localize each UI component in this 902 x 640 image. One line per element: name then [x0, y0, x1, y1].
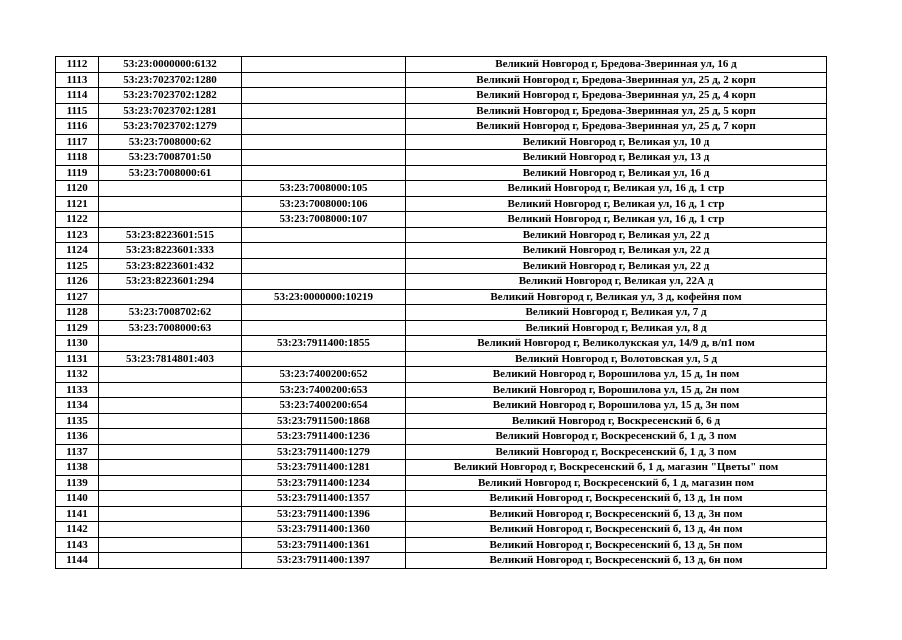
row-number-cell: 1137 — [56, 444, 99, 460]
table-row — [56, 196, 827, 212]
address-cell: Великий Новгород г, Великая ул, 22 д — [406, 227, 827, 243]
row-number-cell: 1123 — [56, 227, 99, 243]
land-cadastral-number-cell — [99, 537, 242, 553]
table-row — [56, 57, 827, 73]
land-cadastral-number-cell — [99, 553, 242, 569]
premises-cadastral-number-cell: 53:23:7008000:107 — [242, 212, 406, 228]
land-cadastral-number-cell — [99, 475, 242, 491]
address-cell: Великий Новгород г, Бредова-Зверинная ул, 25 д, 4 корп — [406, 88, 827, 104]
row-number-cell: 1142 — [56, 522, 99, 538]
land-cadastral-number-cell: 53:23:7008701:50 — [99, 150, 242, 166]
premises-cadastral-number-cell: 53:23:7911400:1234 — [242, 475, 406, 491]
land-cadastral-number-cell: 53:23:7008000:61 — [99, 165, 242, 181]
land-cadastral-number-cell — [99, 429, 242, 445]
land-cadastral-number-cell — [99, 491, 242, 507]
premises-cadastral-number-cell: 53:23:7400200:653 — [242, 382, 406, 398]
table-row — [56, 444, 827, 460]
address-cell: Великий Новгород г, Великая ул, 16 д — [406, 165, 827, 181]
land-cadastral-number-cell — [99, 181, 242, 197]
address-cell: Великий Новгород г, Великая ул, 3 д, кофейня пом — [406, 289, 827, 305]
address-cell: Великий Новгород г, Великая ул, 22 д — [406, 243, 827, 259]
premises-cadastral-number-cell — [242, 274, 406, 290]
address-cell: Великий Новгород г, Воскресенский б, 1 д, 3 пом — [406, 429, 827, 445]
premises-cadastral-number-cell — [242, 305, 406, 321]
table-row — [56, 103, 827, 119]
address-cell: Великий Новгород г, Великолукская ул, 14/9 д, в/п1 пом — [406, 336, 827, 352]
premises-cadastral-number-cell — [242, 150, 406, 166]
land-cadastral-number-cell — [99, 444, 242, 460]
premises-cadastral-number-cell: 53:23:7911400:1396 — [242, 506, 406, 522]
table-row — [56, 351, 827, 367]
land-cadastral-number-cell: 53:23:7814801:403 — [99, 351, 242, 367]
row-number-cell: 1143 — [56, 537, 99, 553]
address-cell: Великий Новгород г, Воскресенский б, 13 д, 6н пом — [406, 553, 827, 569]
premises-cadastral-number-cell: 53:23:7911500:1868 — [242, 413, 406, 429]
row-number-cell: 1131 — [56, 351, 99, 367]
land-cadastral-number-cell: 53:23:8223601:294 — [99, 274, 242, 290]
row-number-cell: 1136 — [56, 429, 99, 445]
table-row — [56, 506, 827, 522]
premises-cadastral-number-cell: 53:23:7008000:106 — [242, 196, 406, 212]
row-number-cell: 1139 — [56, 475, 99, 491]
address-cell: Великий Новгород г, Воскресенский б, 1 д, 3 пом — [406, 444, 827, 460]
table-row — [56, 150, 827, 166]
table-row — [56, 88, 827, 104]
land-cadastral-number-cell — [99, 367, 242, 383]
row-number-cell: 1114 — [56, 88, 99, 104]
premises-cadastral-number-cell — [242, 88, 406, 104]
row-number-cell: 1141 — [56, 506, 99, 522]
land-cadastral-number-cell: 53:23:7023702:1280 — [99, 72, 242, 88]
row-number-cell: 1144 — [56, 553, 99, 569]
land-cadastral-number-cell — [99, 413, 242, 429]
table-row — [56, 165, 827, 181]
row-number-cell: 1126 — [56, 274, 99, 290]
land-cadastral-number-cell: 53:23:7023702:1281 — [99, 103, 242, 119]
premises-cadastral-number-cell — [242, 351, 406, 367]
row-number-cell: 1134 — [56, 398, 99, 414]
land-cadastral-number-cell: 53:23:0000000:6132 — [99, 57, 242, 73]
row-number-cell: 1115 — [56, 103, 99, 119]
address-cell: Великий Новгород г, Воскресенский б, 6 д — [406, 413, 827, 429]
premises-cadastral-number-cell — [242, 134, 406, 150]
land-cadastral-number-cell: 53:23:7008702:62 — [99, 305, 242, 321]
premises-cadastral-number-cell: 53:23:7400200:652 — [242, 367, 406, 383]
table-row — [56, 382, 827, 398]
table-row — [56, 181, 827, 197]
table-row — [56, 227, 827, 243]
row-number-cell: 1120 — [56, 181, 99, 197]
premises-cadastral-number-cell — [242, 243, 406, 259]
land-cadastral-number-cell: 53:23:7023702:1279 — [99, 119, 242, 135]
address-cell: Великий Новгород г, Великая ул, 22А д — [406, 274, 827, 290]
land-cadastral-number-cell — [99, 196, 242, 212]
address-cell: Великий Новгород г, Воскресенский б, 13 д, 1н пом — [406, 491, 827, 507]
premises-cadastral-number-cell: 53:23:7911400:1236 — [242, 429, 406, 445]
address-cell: Великий Новгород г, Великая ул, 22 д — [406, 258, 827, 274]
row-number-cell: 1128 — [56, 305, 99, 321]
address-cell: Великий Новгород г, Бредова-Зверинная ул, 25 д, 7 корп — [406, 119, 827, 135]
property-registry-table — [55, 56, 827, 569]
land-cadastral-number-cell: 53:23:8223601:515 — [99, 227, 242, 243]
row-number-cell: 1140 — [56, 491, 99, 507]
land-cadastral-number-cell — [99, 289, 242, 305]
address-cell: Великий Новгород г, Бредова-Зверинная ул, 25 д, 2 корп — [406, 72, 827, 88]
row-number-cell: 1129 — [56, 320, 99, 336]
table-row — [56, 72, 827, 88]
row-number-cell: 1119 — [56, 165, 99, 181]
table-row — [56, 119, 827, 135]
address-cell: Великий Новгород г, Ворошилова ул, 15 д, 1н пом — [406, 367, 827, 383]
table-row — [56, 289, 827, 305]
table-row — [56, 274, 827, 290]
premises-cadastral-number-cell: 53:23:7911400:1360 — [242, 522, 406, 538]
table-row — [56, 258, 827, 274]
premises-cadastral-number-cell: 53:23:7911400:1357 — [242, 491, 406, 507]
premises-cadastral-number-cell — [242, 57, 406, 73]
land-cadastral-number-cell — [99, 460, 242, 476]
table-row — [56, 212, 827, 228]
table-row — [56, 475, 827, 491]
table-row — [56, 413, 827, 429]
row-number-cell: 1117 — [56, 134, 99, 150]
premises-cadastral-number-cell: 53:23:7911400:1281 — [242, 460, 406, 476]
premises-cadastral-number-cell: 53:23:7911400:1279 — [242, 444, 406, 460]
address-cell: Великий Новгород г, Воскресенский б, 13 д, 5н пом — [406, 537, 827, 553]
table-row — [56, 243, 827, 259]
table-row — [56, 429, 827, 445]
row-number-cell: 1122 — [56, 212, 99, 228]
address-cell: Великий Новгород г, Бредова-Зверинная ул, 25 д, 5 корп — [406, 103, 827, 119]
address-cell: Великий Новгород г, Великая ул, 16 д, 1 стр — [406, 196, 827, 212]
premises-cadastral-number-cell: 53:23:7008000:105 — [242, 181, 406, 197]
premises-cadastral-number-cell: 53:23:7911400:1361 — [242, 537, 406, 553]
premises-cadastral-number-cell: 53:23:7911400:1397 — [242, 553, 406, 569]
land-cadastral-number-cell: 53:23:8223601:432 — [99, 258, 242, 274]
premises-cadastral-number-cell — [242, 165, 406, 181]
row-number-cell: 1130 — [56, 336, 99, 352]
table-row — [56, 537, 827, 553]
table-row — [56, 460, 827, 476]
premises-cadastral-number-cell — [242, 258, 406, 274]
table-row — [56, 398, 827, 414]
premises-cadastral-number-cell — [242, 103, 406, 119]
address-cell: Великий Новгород г, Ворошилова ул, 15 д, 3н пом — [406, 398, 827, 414]
table-row — [56, 367, 827, 383]
table-row — [56, 553, 827, 569]
premises-cadastral-number-cell — [242, 320, 406, 336]
address-cell: Великий Новгород г, Воскресенский б, 1 д, магазин пом — [406, 475, 827, 491]
address-cell: Великий Новгород г, Великая ул, 7 д — [406, 305, 827, 321]
row-number-cell: 1133 — [56, 382, 99, 398]
row-number-cell: 1138 — [56, 460, 99, 476]
row-number-cell: 1116 — [56, 119, 99, 135]
land-cadastral-number-cell — [99, 212, 242, 228]
address-cell: Великий Новгород г, Воскресенский б, 1 д, магазин "Цветы" пом — [406, 460, 827, 476]
row-number-cell: 1113 — [56, 72, 99, 88]
premises-cadastral-number-cell: 53:23:7911400:1855 — [242, 336, 406, 352]
row-number-cell: 1118 — [56, 150, 99, 166]
address-cell: Великий Новгород г, Воскресенский б, 13 д, 3н пом — [406, 506, 827, 522]
land-cadastral-number-cell: 53:23:8223601:333 — [99, 243, 242, 259]
premises-cadastral-number-cell: 53:23:7400200:654 — [242, 398, 406, 414]
row-number-cell: 1127 — [56, 289, 99, 305]
land-cadastral-number-cell — [99, 398, 242, 414]
address-cell: Великий Новгород г, Великая ул, 16 д, 1 стр — [406, 181, 827, 197]
premises-cadastral-number-cell — [242, 119, 406, 135]
document-page — [55, 56, 827, 569]
address-cell: Великий Новгород г, Великая ул, 16 д, 1 стр — [406, 212, 827, 228]
premises-cadastral-number-cell: 53:23:0000000:10219 — [242, 289, 406, 305]
address-cell: Великий Новгород г, Волотовская ул, 5 д — [406, 351, 827, 367]
table-row — [56, 320, 827, 336]
address-cell: Великий Новгород г, Великая ул, 8 д — [406, 320, 827, 336]
row-number-cell: 1132 — [56, 367, 99, 383]
premises-cadastral-number-cell — [242, 72, 406, 88]
land-cadastral-number-cell: 53:23:7023702:1282 — [99, 88, 242, 104]
address-cell: Великий Новгород г, Ворошилова ул, 15 д, 2н пом — [406, 382, 827, 398]
premises-cadastral-number-cell — [242, 227, 406, 243]
land-cadastral-number-cell — [99, 336, 242, 352]
table-body — [56, 57, 827, 569]
land-cadastral-number-cell: 53:23:7008000:62 — [99, 134, 242, 150]
address-cell: Великий Новгород г, Великая ул, 10 д — [406, 134, 827, 150]
table-row — [56, 305, 827, 321]
table-row — [56, 522, 827, 538]
address-cell: Великий Новгород г, Воскресенский б, 13 д, 4н пом — [406, 522, 827, 538]
row-number-cell: 1112 — [56, 57, 99, 73]
address-cell: Великий Новгород г, Бредова-Зверинная ул, 16 д — [406, 57, 827, 73]
land-cadastral-number-cell: 53:23:7008000:63 — [99, 320, 242, 336]
row-number-cell: 1124 — [56, 243, 99, 259]
table-row — [56, 491, 827, 507]
land-cadastral-number-cell — [99, 382, 242, 398]
table-row — [56, 134, 827, 150]
table-row — [56, 336, 827, 352]
address-cell: Великий Новгород г, Великая ул, 13 д — [406, 150, 827, 166]
row-number-cell: 1121 — [56, 196, 99, 212]
land-cadastral-number-cell — [99, 522, 242, 538]
row-number-cell: 1135 — [56, 413, 99, 429]
row-number-cell: 1125 — [56, 258, 99, 274]
land-cadastral-number-cell — [99, 506, 242, 522]
